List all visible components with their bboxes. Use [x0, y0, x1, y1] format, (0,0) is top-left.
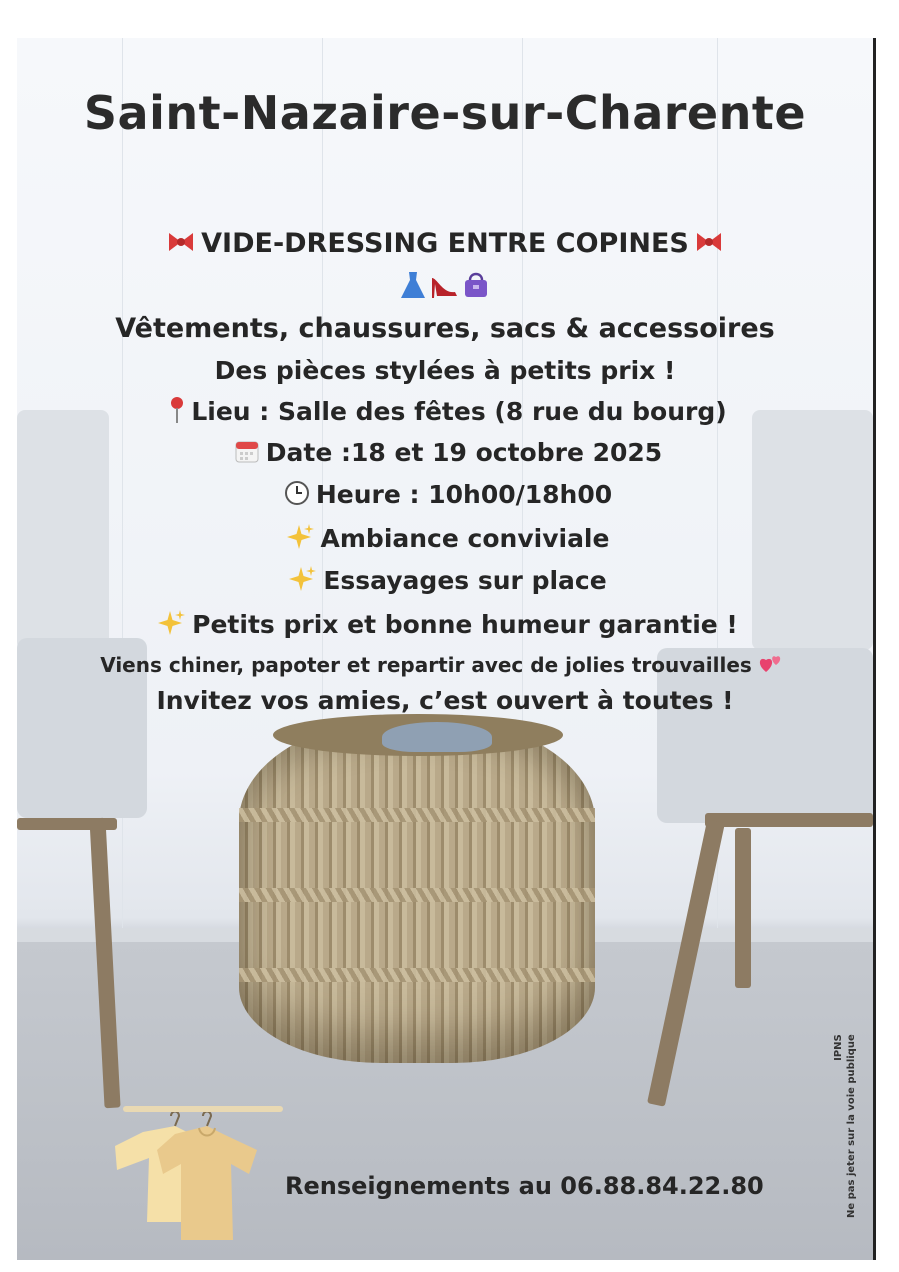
- right-chair-leg: [735, 828, 751, 988]
- calendar-icon: [234, 438, 260, 470]
- tagline: Des pièces stylées à petits prix !: [214, 356, 676, 385]
- date-text: Date :18 et 19 octobre 2025: [265, 438, 663, 467]
- basket-band: [239, 968, 595, 982]
- handbag-icon: [461, 270, 491, 304]
- sparkles-icon: [289, 565, 317, 599]
- ambiance-line: [17, 523, 873, 557]
- sparkles-icon: [158, 609, 186, 643]
- ipns-label: IPNS: [833, 1034, 844, 1061]
- left-chair-rail: [17, 818, 117, 830]
- headline-line: [17, 228, 873, 260]
- prix-text: Petits prix et bonne humeur garantie !: [192, 610, 738, 639]
- pin-icon: [169, 396, 185, 430]
- dress-icon: [399, 270, 427, 304]
- viens-line: [17, 652, 873, 681]
- time-line: [17, 480, 873, 512]
- ribbon-icon: [695, 229, 723, 260]
- scan-edge: [873, 38, 876, 1260]
- headline: VIDE-DRESSING ENTRE COPINES: [201, 228, 689, 259]
- clock-icon: [284, 480, 310, 512]
- date-line: [17, 438, 873, 470]
- heel-icon: [429, 270, 459, 304]
- sparkles-icon: [287, 523, 315, 557]
- contact-info: Renseignements au 06.88.84.22.80: [285, 1172, 764, 1200]
- venue-text: Lieu : Salle des fêtes (8 rue du bourg): [191, 397, 727, 426]
- essayages-text: Essayages sur place: [323, 566, 607, 595]
- ribbon-icon: [167, 229, 195, 260]
- invitez-line: Invitez vos amies, c’est ouvert à toutes !: [156, 686, 734, 715]
- prix-line: [17, 609, 873, 643]
- ambiance-text: Ambiance conviviale: [320, 524, 610, 553]
- basket-band: [239, 888, 595, 902]
- basket-cloth: [382, 722, 492, 752]
- essayages-line: [17, 565, 873, 599]
- viens-text: Viens chiner, papoter et repartir avec de jolies trouvailles: [100, 653, 752, 677]
- venue-line: [17, 396, 873, 430]
- fashion-icons-row: [17, 270, 873, 304]
- basket-band: [239, 808, 595, 822]
- right-chair-rail: [705, 813, 873, 827]
- page-title: Saint-Nazaire-sur-Charente: [83, 86, 807, 140]
- time-text: Heure : 10h00/18h00: [315, 480, 613, 509]
- hearts-icon: [758, 652, 784, 681]
- litter-notice: Ne pas jeter sur la voie publique: [846, 1034, 857, 1218]
- items-line: Vêtements, chaussures, sacs & accessoires: [115, 313, 775, 344]
- shirts-icon: [113, 1112, 263, 1248]
- ipns-notice: [832, 1034, 858, 1218]
- poster-background: [17, 38, 873, 1260]
